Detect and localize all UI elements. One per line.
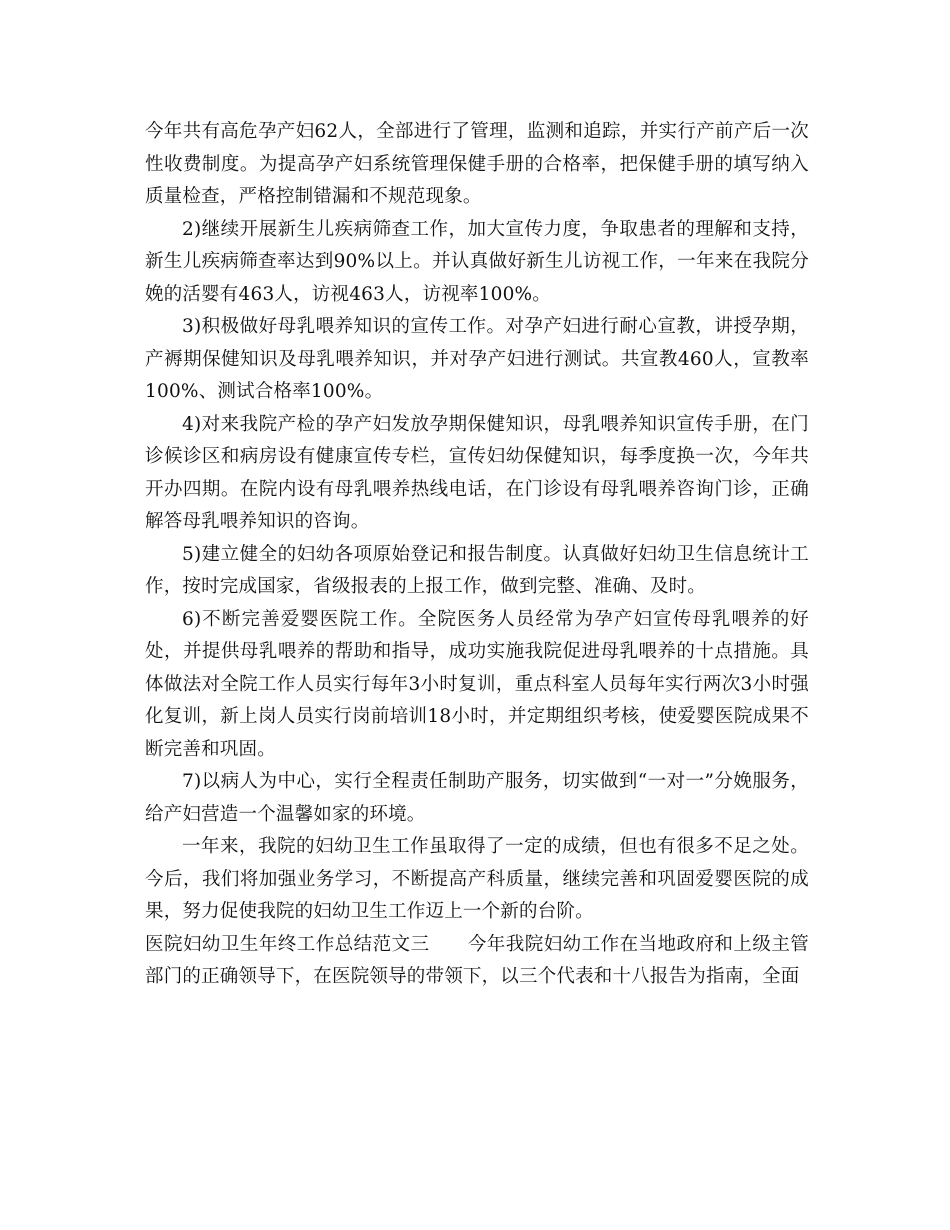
paragraph-6: 6)不断完善爱婴医院工作。全院医务人员经常为孕产妇宣传母乳喂养的好处，并提供母乳喂养的帮助和指导，成功实施我院促进母乳喂养的十点措施。具体做法对全院工作人员实行每年3小时复训，重点科室人员每年实行两次3小时强化复训，新上岗人员实行岗前培训18小时，并定期组织考核，使爱婴医院成果不断完善和巩固。 bbox=[145, 608, 809, 760]
paragraph-8: 一年来，我院的妇幼卫生工作虽取得了一定的成绩，但也有很多不足之处。今后，我们将加强业务学习，不断提高产科质量，继续完善和巩固爱婴医院的成果，努力促使我院的妇幼卫生工作迈上一个新的台阶。 bbox=[145, 836, 809, 922]
paragraph-2: 2)继续开展新生儿疾病筛查工作，加大宣传力度，争取患者的理解和支持，新生儿疾病筛查率达到90%以上。并认真做好新生儿访视工作，一年来在我院分娩的活婴有463人，访视463人，访视率100%。 bbox=[145, 218, 809, 305]
paragraph-3: 3)积极做好母乳喂养知识的宣传工作。对孕产妇进行耐心宣教，讲授孕期，产褥期保健知识及母乳喂养知识，并对孕产妇进行测试。共宣教460人，宣教率100%、测试合格率100%。 bbox=[145, 316, 809, 402]
paragraph-5: 5)建立健全的妇幼各项原始登记和报告制度。认真做好妇幼卫生信息统计工作，按时完成国家，省级报表的上报工作，做到完整、准确、及时。 bbox=[145, 543, 809, 597]
section-paragraph bbox=[145, 929, 809, 994]
document-body bbox=[145, 116, 809, 994]
section-title: 医院妇幼卫生年终工作总结范文三 bbox=[145, 933, 430, 955]
paragraph-7: 7)以病人为中心，实行全程责任制助产服务，切实做到“一对一”分娩服务，给产妇营造一个温馨如家的环境。 bbox=[145, 771, 809, 825]
section-text: 今年我院妇幼工作在当地政府和上级主管部门的正确领导下，在医院领导的带领下，以三个代表和十八报告为指南，全面 bbox=[145, 933, 809, 987]
paragraph-4: 4)对来我院产检的孕产妇发放孕期保健知识，母乳喂养知识宣传手册，在门诊候诊区和病房设有健康宣传专栏，宣传妇幼保健知识，每季度换一次，今年共开办四期。在院内设有母乳喂养热线电话，在门诊设有母乳喂养咨询门诊，正确解答母乳喂养知识的咨询。 bbox=[145, 413, 809, 532]
paragraph-1: 今年共有高危孕产妇62人，全部进行了管理，监测和追踪，并实行产前产后一次性收费制度。为提高孕产妇系统管理保健手册的合格率，把保健手册的填写纳入质量检查，严格控制错漏和不规范现象。 bbox=[145, 121, 809, 207]
